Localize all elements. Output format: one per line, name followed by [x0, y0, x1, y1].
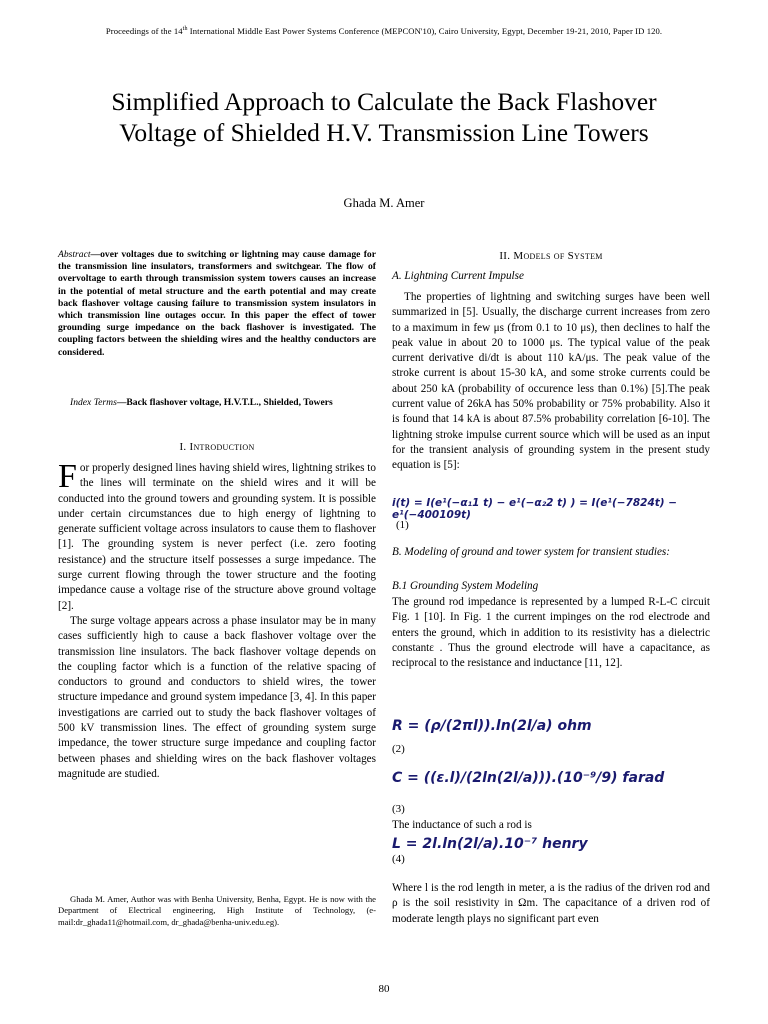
equation-1-number: (1) [396, 519, 409, 531]
subsection-a-heading: A. Lightning Current Impulse [392, 270, 524, 282]
rod-parameters-paragraph [392, 881, 710, 927]
subsection-b-heading: B. Modeling of ground and tower system for transient studies: [392, 546, 671, 558]
equation-4 [392, 836, 710, 852]
abstract-text: over voltages due to switching or lightning may cause damage for the transmission line insulators, transformers and switchgear. The flow of overvoltage to earth through transmission system towers causes an increase in the potential of metal structure and the earth potential and may create back flashover voltage causing failure to transmission system insulators in which transmission line outages occur. In this paper the effect of tower grounding surge impedance on the back flashover is investigated. The coupling factors between the shielding wires and the healthy conductors are considered. [58, 249, 376, 358]
header-superscript: th [182, 26, 188, 33]
header-text-pre: Proceedings of the 14 [105, 26, 183, 36]
equation-3 [392, 770, 710, 786]
subsection-a-text: The properties of lightning and switching surges have been well summarized in [5]. Usually, the discharge current increases from zero to a maximum in few μs (from 0.1 to 10 μs), then declines to half the peak value in about 20 to 1000 μs. The typical value of the peak current derivative di/dt is about 110 kA/μs. The peak value of the stroke current is about 15-30 kA, and some stroke currents could be about 250 kA (probability of occurence less than 0.1%) [5].The peak current value of 26kA has 50% probability or 75% probability. Also it is found that 14 kA is about 87.5% probability correlation [6-10]. The lightning stroke impulse current source which will be used as an input for the transient analysis of grounding system in the present study equation is [5]: [392, 291, 710, 472]
rod-parameters-text: Where l is the rod length in meter, a is the radius of the driven rod and ρ is the soil resistivity in Ωm. The capacitance of a driven rod of moderate length plays no significant part even [392, 882, 710, 925]
index-terms [58, 397, 376, 409]
section-title: Introduction [189, 441, 255, 453]
header-text-post: International Middle East Power Systems Conference (MEPCON'10), Cairo University, Egypt, December 19-21, 2010, Paper ID 120. [187, 26, 663, 36]
equation-1 [392, 497, 710, 531]
equation-4-number: (4) [392, 853, 405, 865]
proceedings-header [0, 26, 768, 36]
section-heading-models [392, 250, 710, 262]
equation-2-formula: R = (ρ/(2πl)).ln(2l/a) ohm [392, 718, 592, 734]
subsection-b1-heading: B.1 Grounding System Modeling [392, 580, 539, 592]
paper-title: Simplified Approach to Calculate the Back Flashover Voltage of Shielded H.V. Transmission Line Towers [111, 87, 657, 147]
section-heading-introduction [58, 441, 376, 453]
equation-4-formula: L = 2l.ln(2l/a).10⁻⁷ henry [392, 836, 588, 852]
abstract [58, 249, 376, 359]
drop-cap: F [58, 458, 77, 495]
equation-3-number: (3) [392, 803, 405, 815]
section-number: II. [499, 250, 511, 262]
index-terms-text: —Back flashover voltage, H.V.T.L., Shielded, Towers [116, 397, 333, 408]
equation-2 [392, 718, 710, 734]
subsection-b1-text: The ground rod impedance is represented by a lumped R-L-C circuit Fig. 1 [10]. In Fig. 1 the current impinges on the rod electrode and enters the ground, which in addition to its resistivity has a dielectric constantε . Thus the ground electrode will have a capacitance, as reciprocal to the resistance and inductance [11, 12]. [392, 596, 710, 670]
page-number: 80 [378, 983, 390, 995]
introduction-body [58, 458, 376, 782]
inductance-intro: The inductance of such a rod is [392, 819, 532, 831]
grounding-paragraph [392, 595, 710, 671]
equation-1-formula: i(t) = I(e¹(−α₁1 t) − e¹(−α₂2 t) ) = I(e¹(−7824t) − e¹(−400109t) [392, 497, 678, 521]
lightning-current-paragraph [392, 290, 710, 474]
section-number: I. [179, 441, 187, 453]
intro-p1-text: or properly designed lines having shield wires, lightning strikes to the lines will terminate on the shield wires and it will be conducted into the ground towers and grounding system. It is possible under certain circumstances due to high energy of lightning to generate sufficient voltage across insulators to cause them to flashover [1]. The grounding system is never perfect (i.e. zero footing resistance) and the structure itself possesses a surge impedance. The surge current flowing through the tower structure and the footing impedance cause a voltage rise of the structure above ground voltage [2]. [58, 462, 376, 612]
author-name: Ghada M. Amer [343, 196, 425, 210]
author-footnote: Ghada M. Amer, Author was with Benha University, Benha, Egypt. He is now with the Department of Electrical engineering, High Institute of Technology, (e-mail:dr_ghada11@hotmail.com, dr_ghada@benha-univ.edu.eg). [58, 894, 376, 927]
equation-2-number: (2) [392, 743, 405, 755]
intro-paragraph-2: The surge voltage appears across a phase insulator may be in many cases sufficiently high to cause a back flashover voltage over the transmission line insulators. The back flashover voltage depends on the coupling factor which is a function of the relative spacing of conductors to ground and conductors to shield wires, the tower structure impedance and ground system impedance [3, 4]. In this paper investigations are carried out to study the back flashover voltages of 500 kV transmission lines. The effect of grounding system surge impedance, the tower structure surge impedance and coupling factor between phases and shielding wires on the back flashover voltages magnitude are studied. [58, 614, 376, 780]
abstract-dash: — [90, 249, 101, 260]
section-title: Models of System [513, 250, 603, 262]
abstract-label: Abstract [58, 249, 91, 260]
intro-paragraph-1 [58, 458, 376, 614]
index-terms-label: Index Terms [70, 397, 117, 408]
equation-3-formula: C = ((ε.l)/(2ln(2l/a))).(10⁻⁹/9) farad [392, 770, 665, 786]
